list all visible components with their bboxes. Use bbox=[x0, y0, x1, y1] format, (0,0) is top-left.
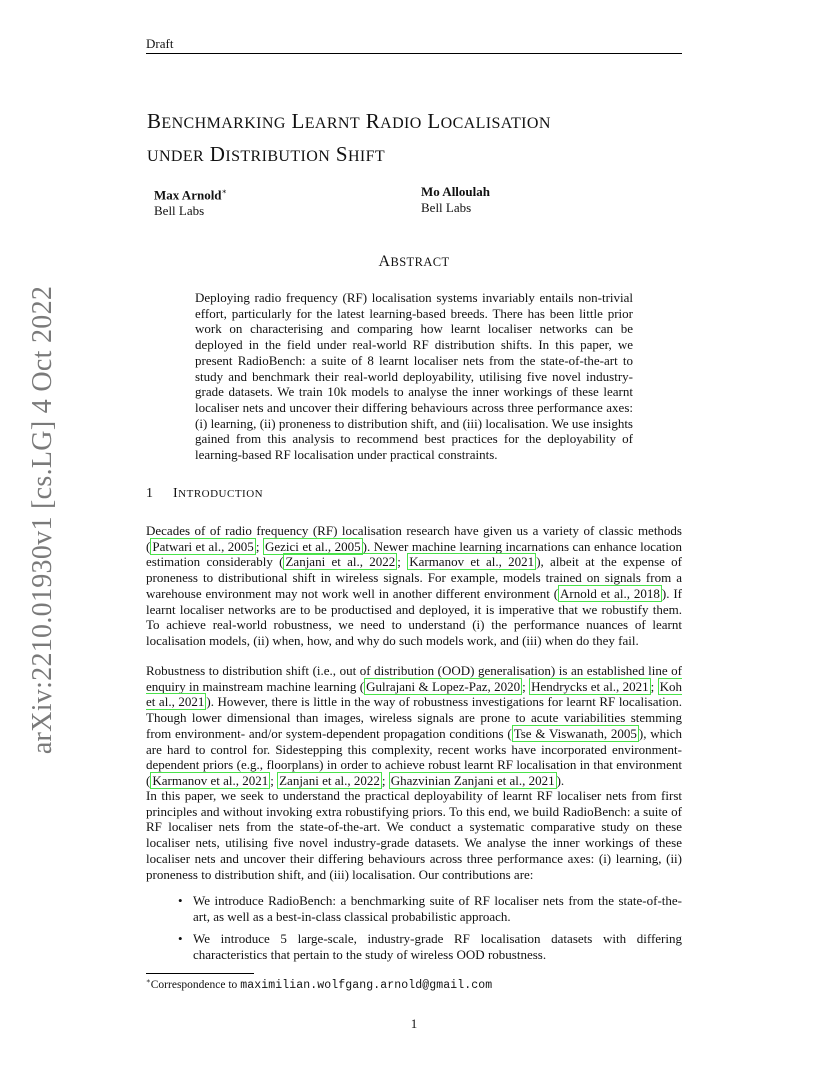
author-block-1 bbox=[154, 184, 227, 219]
title-line-2: UNDER DISTRIBUTION SHIFT bbox=[147, 142, 386, 166]
citation-link[interactable]: Tse & Viswanath, 2005 bbox=[513, 725, 637, 741]
arxiv-stamp: arXiv:2210.01930v1 [cs.LG] 4 Oct 2022 bbox=[27, 285, 58, 755]
author-name: Max Arnold bbox=[154, 187, 222, 203]
section-heading: 1 INTRODUCTION bbox=[146, 486, 264, 501]
intro-paragraph-3: In this paper, we seek to understand the practical deployability of learnt RF localiser nets from first principles and without invoking extra robustifying priors. To this end, we build RadioBench: a suite of RF localiser nets from the state-of-the-art. We conduct a systematic comparative study on these localiser nets, utilising five novel industry-grade datasets. We analyse the inner workings of these localiser nets and uncover their differing behaviours across three performance axes: (i) learning, (ii) proneness to distribution shift, and (iii) localisation. Our contributions are: bbox=[146, 788, 682, 882]
citation-link[interactable]: Karmanov et al., 2021 bbox=[409, 554, 535, 570]
citation-link[interactable]: Ghazvinian Zanjani et al., 2021 bbox=[390, 772, 555, 788]
footnote: ∗Correspondence to maximilian.wolfgang.arnold@gmail.com bbox=[146, 977, 493, 992]
citation-link[interactable]: Zanjani et al., 2022 bbox=[285, 554, 396, 570]
citation-link[interactable]: Arnold et al., 2018 bbox=[560, 585, 660, 601]
page-number: 1 bbox=[410, 1016, 418, 1031]
citation-link[interactable]: Hendrycks et al., 2021 bbox=[531, 678, 649, 694]
bullet-icon: • bbox=[178, 893, 183, 908]
citation-link[interactable]: Koh et al., 2021 bbox=[146, 678, 682, 710]
title-line-1: BENCHMARKING LEARNT RADIO LOCALISATION bbox=[147, 109, 551, 133]
intro-paragraph-1: Decades of of radio frequency (RF) localisation research have given us a variety of classic methods ( Patwari et al., 2005 ; Gezici et al., 2005 ). Newer machine learning incarnations can enhance location estimation considerably ( Zanjani et al., 2022 ; Karmanov et al., 2021 ), albeit at the expense of proneness to distributional shift in wireless signals. For example, models trained on signals from a warehouse environment may not work well in another different environment ( Arnold et al., 2018 ). If learnt localiser networks are to be productised and deployed, it is imperative that we robustify them. To achieve real-world robustness, we need to understand (i) the performance nuances of learnt localisation models, (ii) when, how, and why do such models work, and (iii) when do they fail. bbox=[146, 523, 683, 648]
contributions-list bbox=[180, 893, 682, 970]
citation-link[interactable]: Gulrajani & Lopez-Paz, 2020 bbox=[366, 678, 521, 694]
list-item: • We introduce RadioBench: a benchmarking suite of RF localiser nets from the state-of-the-art, as well as a best-in-class classical probabilistic approach. bbox=[178, 893, 682, 924]
email-link[interactable]: maximilian.wolfgang.arnold@gmail.com bbox=[240, 978, 493, 992]
author-name: Mo Alloulah bbox=[421, 184, 490, 199]
abstract-text: Deploying radio frequency (RF) localisation systems invariably entails non-trivial effort, particularly for the latest learning-based breeds. There has been little prior work on characterising and comparing how learnt localiser networks can be deployed in the field under real-world RF distribution shifts. In this paper, we present RadioBench: a suite of 8 learnt localiser nets from the state-of-the-art to study and benchmark their real-world deployability, utilising five novel industry-grade datasets. We train 10k models to analyse the inner workings of these learnt localiser nets and uncover their differing behaviours across three performance axes: (i) learning, (ii) proneness to distribution shift, and (iii) localisation. We use insights gained from this analysis to recommend best practices for the deployability of learning-based RF localisation under practical constraints. bbox=[195, 290, 633, 463]
citation-link[interactable]: Karmanov et al., 2021 bbox=[152, 772, 269, 788]
header-rule bbox=[146, 53, 682, 54]
citation-link[interactable]: Zanjani et al., 2022 bbox=[279, 772, 380, 788]
bullet-icon: • bbox=[178, 931, 183, 947]
author-affiliation: Bell Labs bbox=[421, 200, 472, 215]
running-header: Draft bbox=[146, 36, 174, 51]
intro-paragraph-2: Robustness to distribution shift (i.e., out of distribution (OOD) generalisation) is an established line of enquiry in mainstream machine learning ( Gulrajani & Lopez-Paz, 2020 ; Hendrycks et al., 2021 ; Koh et al., 2021 ). However, there is little in the way of robustness investigations for learnt RF localisation. Though lower dimensional than images, wireless signals are prone to acute variabilities stemming from environment- and/or system-dependent propagation conditions ( Tse & Viswanath, 2005 ), which are hard to control for. Sidestepping this complexity, recent works have incorporated environment-dependent priors (e.g., floorplans) in order to achieve robust learnt RF localisation in that environment ( Karmanov et al., 2021 ; Zanjani et al., 2022 ; Ghazvinian Zanjani et al., 2021 ). bbox=[146, 663, 682, 788]
abstract-heading: ABSTRACT bbox=[378, 253, 450, 270]
footnote-mark: ∗ bbox=[146, 977, 151, 985]
author-block-2 bbox=[421, 184, 490, 216]
list-item: • We introduce 5 large-scale, industry-grade RF localisation datasets with differing characteristics that pertain to the study of wireless OOD robustness. bbox=[178, 931, 682, 963]
footnote-rule bbox=[146, 973, 254, 974]
author-footnote-mark: ∗ bbox=[221, 187, 227, 196]
citation-link[interactable]: Patwari et al., 2005 bbox=[152, 538, 254, 554]
citation-link[interactable]: Gezici et al., 2005 bbox=[264, 538, 361, 554]
author-affiliation: Bell Labs bbox=[154, 203, 205, 219]
paper-title bbox=[147, 106, 551, 172]
